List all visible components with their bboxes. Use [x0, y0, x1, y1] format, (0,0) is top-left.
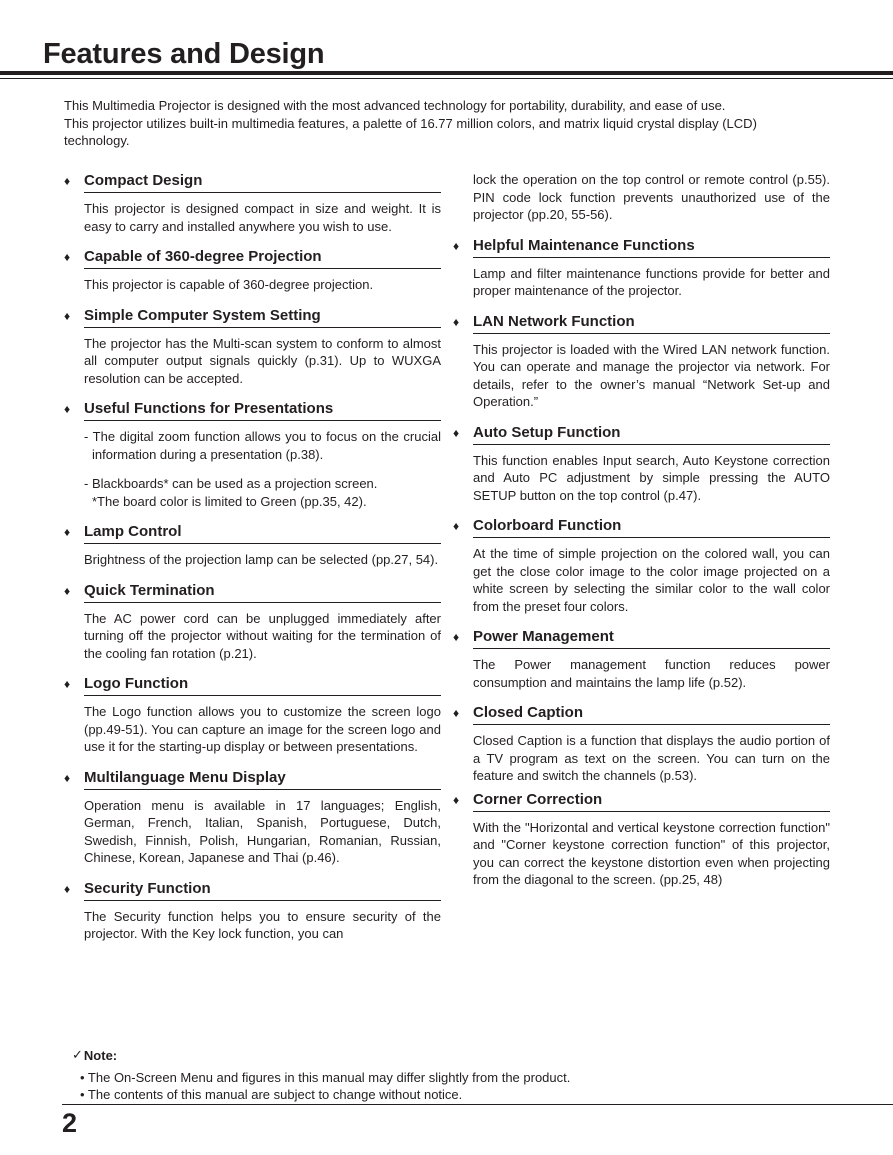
feature-body: The projector has the Multi-scan system to conform to almost all computer output signals quickly (p.31). Up to WUXGA resolution can be accepted.: [84, 335, 441, 386]
feature-title: LAN Network Function: [473, 313, 830, 334]
feature-body: [84, 428, 441, 510]
note-label: Note:: [83, 1047, 118, 1063]
feature-lamp-control: [64, 523, 441, 569]
right-column: [453, 171, 830, 889]
feature-title: Helpful Maintenance Functions: [473, 237, 830, 258]
diamond-bullet-icon: ♦: [453, 238, 460, 253]
feature-body: This projector is designed compact in size and weight. It is easy to carry and installed anywhere you wish to use.: [84, 201, 441, 234]
diamond-bullet-icon: ♦: [453, 706, 460, 720]
feature-title: Closed Caption: [473, 704, 830, 725]
presentation-item-blackboard: - Blackboards* can be used as a projection screen.: [84, 476, 378, 491]
feature-title: Security Function: [84, 880, 441, 901]
feature-body: With the "Horizontal and vertical keystone correction function" and "Corner keystone correction function" of this projector, you can correct the keystone distortion even when projecting from the diagonal to the screen. (pp.25, 48): [473, 819, 830, 887]
diamond-bullet-icon: ♦: [453, 519, 460, 533]
diamond-bullet-icon: ♦: [453, 314, 460, 329]
intro-text: [64, 97, 824, 150]
note-line: • The contents of this manual are subject to change without notice.: [80, 1087, 463, 1102]
feature-body: This projector is loaded with the Wired LAN network function. You can operate and manage the projector via network. For details, refer to the owner’s manual “Network Set-up and Operation.”: [473, 341, 830, 409]
feature-body: The Power management function reduces power consumption and maintains the lamp life (p.52).: [473, 657, 830, 690]
feature-body: The Security function helps you to ensure security of the projector. With the Key lock function, you can: [84, 908, 441, 941]
feature-body: The AC power cord can be unplugged immediately after turning off the projector without waiting for the termination of the cooling fan rotation (p.21).: [84, 610, 441, 661]
diamond-bullet-icon: ♦: [453, 425, 460, 440]
feature-title: Capable of 360-degree Projection: [84, 248, 441, 269]
presentation-item-zoom: - The digital zoom function allows you to focus on the crucial information during a presentation (p.38).: [84, 429, 441, 462]
feature-maintenance: [453, 237, 830, 300]
feature-quick-termination: [64, 582, 441, 663]
feature-logo-function: [64, 675, 441, 756]
checkmark-icon: ✓: [72, 1047, 83, 1062]
feature-body: This projector is capable of 360-degree projection.: [84, 277, 374, 292]
intro-line-2: This projector utilizes built-in multimedia features, a palette of 16.77 million colors, and matrix liquid crystal display (LCD) technology.: [64, 115, 757, 148]
note-line: • The On-Screen Menu and figures in this manual may differ slightly from the product.: [80, 1070, 571, 1085]
feature-title: Logo Function: [84, 675, 441, 696]
diamond-bullet-icon: ♦: [64, 402, 71, 416]
diamond-bullet-icon: ♦: [453, 792, 460, 807]
note-heading: [72, 1047, 117, 1063]
security-continued: lock the operation on the top control or remote control (p.55). PIN code lock function prevents unauthorized use of the projector (pp.20, 55-56).: [473, 172, 830, 222]
feature-body: Brightness of the projection lamp can be selected (pp.27, 54).: [84, 552, 439, 567]
feature-body: Operation menu is available in 17 languages; English, German, French, Italian, Spanish, Portuguese, Dutch, Swedish, Finnish, Polish, Hungarian, Romanian, Russian, Chinese, Korean, Japanese and Thai (p.46).: [84, 797, 441, 865]
feature-corner-correction: [453, 791, 830, 889]
feature-power-management: [453, 628, 830, 691]
left-column: [64, 172, 441, 943]
footer-rule: [62, 1104, 893, 1105]
title-rule-thick: [0, 71, 893, 75]
feature-body: Closed Caption is a function that displays the audio portion of a TV program as text on the screen. You can turn on the feature and switch the channels (p.53).: [473, 733, 830, 783]
diamond-bullet-icon: ♦: [64, 308, 71, 323]
page-number: 2: [62, 1108, 78, 1138]
feature-body: The Logo function allows you to customize the screen logo (pp.49-51). You can capture an image for the screen logo and use it for the starting-up display or between presentations.: [84, 704, 441, 754]
feature-title: Colorboard Function: [473, 517, 830, 538]
diamond-bullet-icon: ♦: [453, 630, 460, 644]
diamond-bullet-icon: ♦: [64, 174, 71, 188]
page-title: Features and Design: [43, 38, 325, 70]
feature-360-projection: [64, 248, 441, 294]
diamond-bullet-icon: ♦: [64, 583, 71, 598]
feature-body: At the time of simple projection on the colored wall, you can get the close color image to the color image projected on a white screen by selecting the similar color to the wall color from the preset four colors.: [473, 546, 830, 614]
feature-computer-setting: [64, 307, 441, 388]
feature-lan-network: [453, 313, 830, 411]
diamond-bullet-icon: ♦: [64, 770, 71, 785]
feature-title: Auto Setup Function: [473, 424, 830, 445]
feature-title: Power Management: [473, 628, 830, 649]
feature-title: Multilanguage Menu Display: [84, 769, 441, 790]
feature-title: Corner Correction: [473, 791, 830, 812]
feature-colorboard: [453, 517, 830, 615]
feature-title: Lamp Control: [84, 523, 441, 544]
feature-body: This function enables Input search, Auto Keystone correction and Auto PC adjustment by simple pressing the AUTO SETUP button on the top control (p.47).: [473, 452, 830, 503]
feature-presentations: [64, 400, 441, 510]
feature-title: Quick Termination: [84, 582, 441, 603]
feature-closed-caption: [453, 704, 830, 785]
feature-compact-design: [64, 172, 441, 235]
feature-title: Compact Design: [84, 172, 441, 193]
presentation-item-note: *The board color is limited to Green (pp.35, 42).: [92, 493, 367, 509]
diamond-bullet-icon: ♦: [64, 525, 71, 539]
feature-multilanguage-menu: [64, 769, 441, 867]
diamond-bullet-icon: ♦: [64, 881, 71, 896]
note-list: [80, 1069, 570, 1103]
feature-title: Simple Computer System Setting: [84, 307, 441, 328]
feature-auto-setup: [453, 424, 830, 505]
intro-line-1: This Multimedia Projector is designed with the most advanced technology for portability, durability, and ease of use.: [64, 98, 726, 113]
feature-body: Lamp and filter maintenance functions provide for better and proper maintenance of the projector.: [473, 265, 830, 298]
diamond-bullet-icon: ♦: [64, 250, 71, 264]
diamond-bullet-icon: ♦: [64, 677, 71, 691]
title-rule-thin: [0, 78, 893, 79]
feature-security: [64, 880, 441, 943]
feature-title: Useful Functions for Presentations: [84, 400, 441, 421]
